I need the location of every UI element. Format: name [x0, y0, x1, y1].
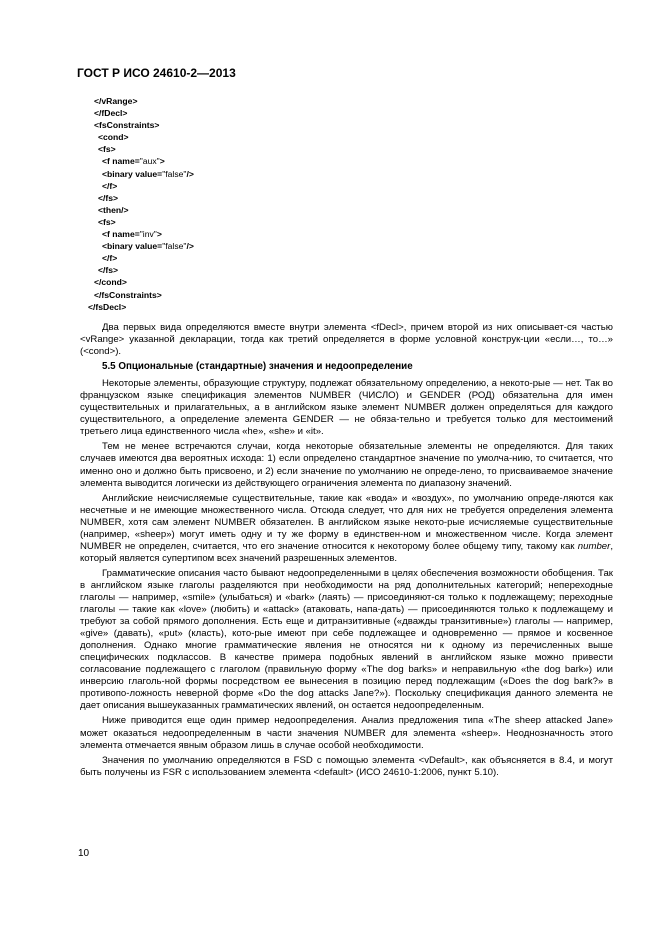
code-line: [88, 264, 194, 276]
code-line: [88, 276, 194, 288]
code-line: [88, 107, 194, 119]
code-line: [88, 228, 194, 240]
main-text: [80, 322, 613, 779]
code-tag: <f name=: [102, 229, 140, 240]
code-attr-value: "false": [162, 241, 187, 252]
code-tag: <cond>: [98, 132, 129, 143]
code-tag: <fsConstraints>: [94, 120, 160, 131]
code-attr-value: "aux": [139, 156, 160, 167]
section-heading-5-5: 5.5 Опциональные (стандартные) значения и недоопределение: [102, 361, 413, 373]
xml-code-block: [88, 95, 194, 313]
code-tag: </fsConstraints>: [94, 289, 162, 300]
code-tag: <binary value=: [102, 168, 163, 179]
code-line: [88, 168, 194, 180]
code-line: [88, 252, 194, 264]
code-tag: </fs>: [98, 265, 119, 276]
code-line: [88, 301, 194, 313]
code-tag: </fsDecl>: [88, 301, 127, 312]
code-tag: </vRange>: [94, 96, 138, 106]
code-line: [88, 180, 194, 192]
code-tag: <f name=: [102, 156, 140, 167]
code-line: [88, 216, 194, 228]
code-tag: </f>: [102, 180, 118, 191]
code-line: [88, 240, 194, 252]
code-attr-value: "false": [162, 168, 187, 179]
code-line: [88, 204, 194, 216]
paragraph-fdecl-description: Два первых вида определяются вместе внутри элемента <fDecl>, причем второй из них описывает-ся частью <vRange> указанной декларации, тогда как третий определяется в форме условной конструк-ции «если…, то…» (<cond>).: [80, 322, 613, 358]
document-header: ГОСТ Р ИСО 24610-2—2013: [77, 66, 236, 80]
code-tag: <fs>: [98, 144, 116, 155]
paragraph-undefined-cases: Тем не менее встречаются случаи, когда некоторые обязательные элементы не определяются. Для таких случаев имеются два вероятных исхода: 1) если определено стандартное значение по умолча-нию, то считается, что именно оно и должно быть присвоено, и 2) если значение по умолчанию не опреде-лено, то присваиваемое значение элемента выводится логически из действующего ограничения элемента по диапазону значений.: [80, 441, 613, 489]
code-line: [88, 155, 194, 167]
code-tag: </f>: [102, 253, 118, 264]
code-tag: </fs>: [98, 192, 119, 203]
code-tag-end: />: [186, 241, 194, 252]
code-tag-end: >: [159, 156, 165, 167]
code-tag-end: >: [156, 229, 162, 240]
code-tag: </cond>: [94, 277, 127, 288]
code-line: [88, 131, 194, 143]
code-line: [88, 289, 194, 301]
code-line: [88, 119, 194, 131]
code-line: [88, 95, 194, 107]
paragraph-uncountable-nouns: Английские неисчисляемые существительные, такие как «вода» и «воздух», по умолчанию опреде-ляются как несчетные и не имеющие множественного числа. Отсюда следует, что для них не требуется определения элемента NUMBER, хотя сам элемент NUMBER обязателен. В английском языке некото-рые исчисляемые существительные (например, «sheep») могут иметь одну и ту же форму в единствен-ном и множественном числе. Когда элемент NUMBER не определен, считается, что его значение относится к некоторому более общему типу, такому как number, который является супертипом всех значений разрешенных элементов.: [80, 492, 613, 564]
code-tag: <binary value=: [102, 241, 163, 252]
paragraph-sheep-example: Ниже приводится еще один пример недоопределения. Анализ предложения типа «The sheep attacked Jane» может оказаться недоопределенным в части значения NUMBER для элемента «sheep». Неоднозначность этого элемента отмечается явным образом лишь в случае особой необходимости.: [80, 715, 613, 751]
code-tag: <fs>: [98, 216, 116, 227]
paragraph-underspecification: Грамматические описания часто бывают недоопределенными в целях обеспечения возможности обобщения. Так в английском языке глаголы разделяются при необходимости на ряд дополнительных категорий; непереходные глаголы — например, «smile» (улыбаться) и «bark» (лаять) — присоединяют-ся только к подлежащему; переходные глаголы — такие как «love» (любить) и «attack» (атаковать, напа-дать) — присоединяются только к подлежащему и требуют за собой прямого дополнения. Есть еще и дитранзитивные («дважды транзитивные») глаголы — например, «give» (давать), «put» (класть), кото-рые имеют при себе подлежащее и одновременно — прямое и косвенное дополнения. Однако многие грамматические явления не относятся ни к одному из перечисленных выше специфических подклассов. В качестве примера подобных явлений в английском языке можно привести согласование подлежащего с глаголом (правильную форму «The dog barks» и неправильную «the dog bark») или инверсию глаголь-ной формы посредством ее вынесения в позицию перед подлежащим («Does the dog bark?» в противопо-ложность неверной форме «Do the dog attacks Jane?»). Поскольку спецификация данного элемента не дает описания вышеуказанных грамматических явлений, он остается недоопределенным.: [80, 567, 613, 712]
paragraph-mandatory-elements: Некоторые элементы, образующие структуру, подлежат обязательному определению, а некото-рые — нет. Так во французском языке спецификация элементов NUMBER (ЧИСЛО) и GENDER (РОД) обязательна для имен существительных и прилагательных, а в английском языке элемент NUMBER должен определяться для каждого существительного, а определение элемента GENDER — не обяза-тельно и требуется только для местоимений третьего лица единственного числа «he», «she» и «it».: [80, 378, 613, 438]
page-number: 10: [78, 848, 90, 859]
code-tag: </fDecl>: [94, 108, 128, 119]
code-attr-value: "inv": [139, 229, 157, 240]
code-tag-end: />: [186, 168, 194, 179]
code-line: [88, 192, 194, 204]
italic-term: number: [577, 540, 611, 552]
code-line: [88, 143, 194, 155]
code-tag: <then/>: [98, 204, 129, 215]
paragraph-default-values: Значения по умолчанию определяются в FSD с помощью элемента <vDefault>, как объясняется в 8.4, и могут быть получены из FSR с использованием элемента <default> (ИСО 24610-1:2006, пункт 5.10).: [80, 754, 613, 778]
